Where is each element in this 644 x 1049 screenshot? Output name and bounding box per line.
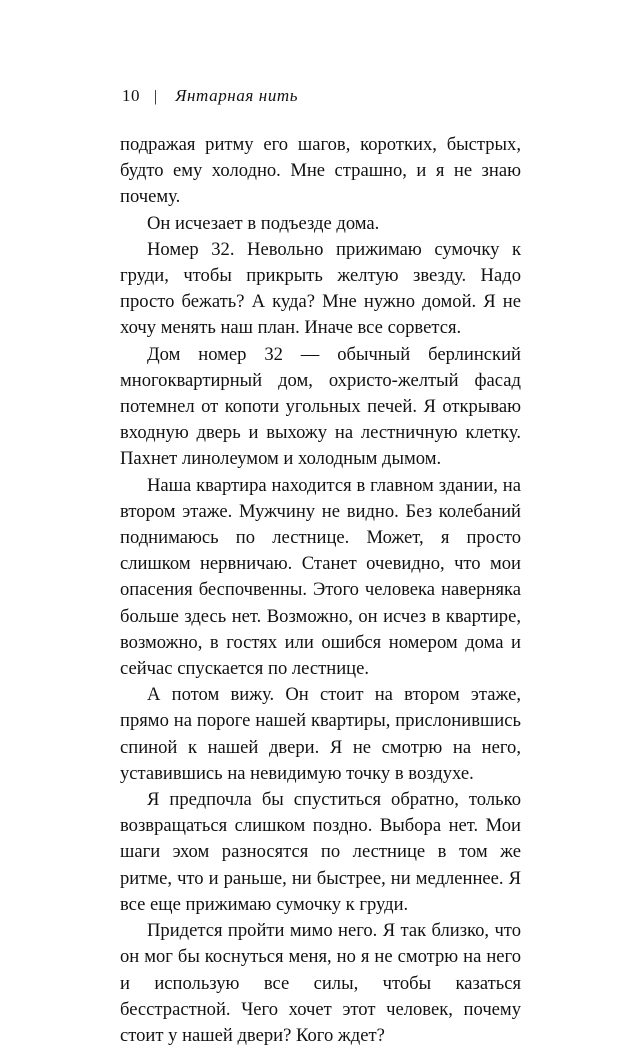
paragraph: подражая ритму его шагов, коротких, быстрых, будто ему холодно. Мне страшно, и я не знаю почему. [120, 134, 521, 208]
paragraph: Дом номер 32 — обычный берлинский многоквартирный дом, охристо-желтый фасад потемнел от копоти угольных печей. Я открываю входную дверь и выхожу на лестничную клетку. Пахнет линолеумом и холодным дымом. [120, 343, 521, 470]
paragraph: Номер 32. Невольно прижимаю сумочку к груди, чтобы прикрыть желтую звезду. Надо просто бежать? А куда? Мне нужно домой. Я не хочу менять наш план. Иначе все сорвется. [120, 238, 521, 339]
paragraph: Наша квартира находится в главном здании, на втором этаже. Мужчину не видно. Без колебаний поднимаюсь по лестнице. Может, я просто слишком нервничаю. Станет очевидно, что мои опасения беспочвенны. Этого человека наверняка больше здесь нет. Возможно, он исчез в квартире, возможно, в гостях или ошибся номером дома и сейчас спускается по лестнице. [120, 474, 521, 680]
paragraph: Я предпочла бы спуститься обратно, только возвращаться слишком поздно. Выбора нет. Мои шаги эхом разносятся по лестнице в том же ритме, что и раньше, ни быстрее, ни медленнее. Я все еще прижимаю сумочку к груди. [120, 789, 521, 915]
running-title: Янтарная нить [175, 86, 299, 105]
paragraph: Он исчезает в подъезде дома. [147, 212, 380, 234]
paragraph: А потом вижу. Он стоит на втором этаже, прямо на пороге нашей квартиры, прислонившись спиной к нашей двери. Я не смотрю на него, уставившись на невидимую точку в воздухе. [120, 684, 521, 784]
running-header [122, 84, 298, 109]
header-separator: | [154, 88, 158, 105]
page-number: 10 [122, 86, 140, 105]
body-text [120, 132, 521, 1049]
paragraph: Придется пройти мимо него. Я так близко, что он мог бы коснуться меня, но я не смотрю на него и использую все силы, чтобы казаться бесстрастной. Чего хочет этот человек, почему стоит у нашей двери? Кого ждет? [120, 920, 521, 1046]
